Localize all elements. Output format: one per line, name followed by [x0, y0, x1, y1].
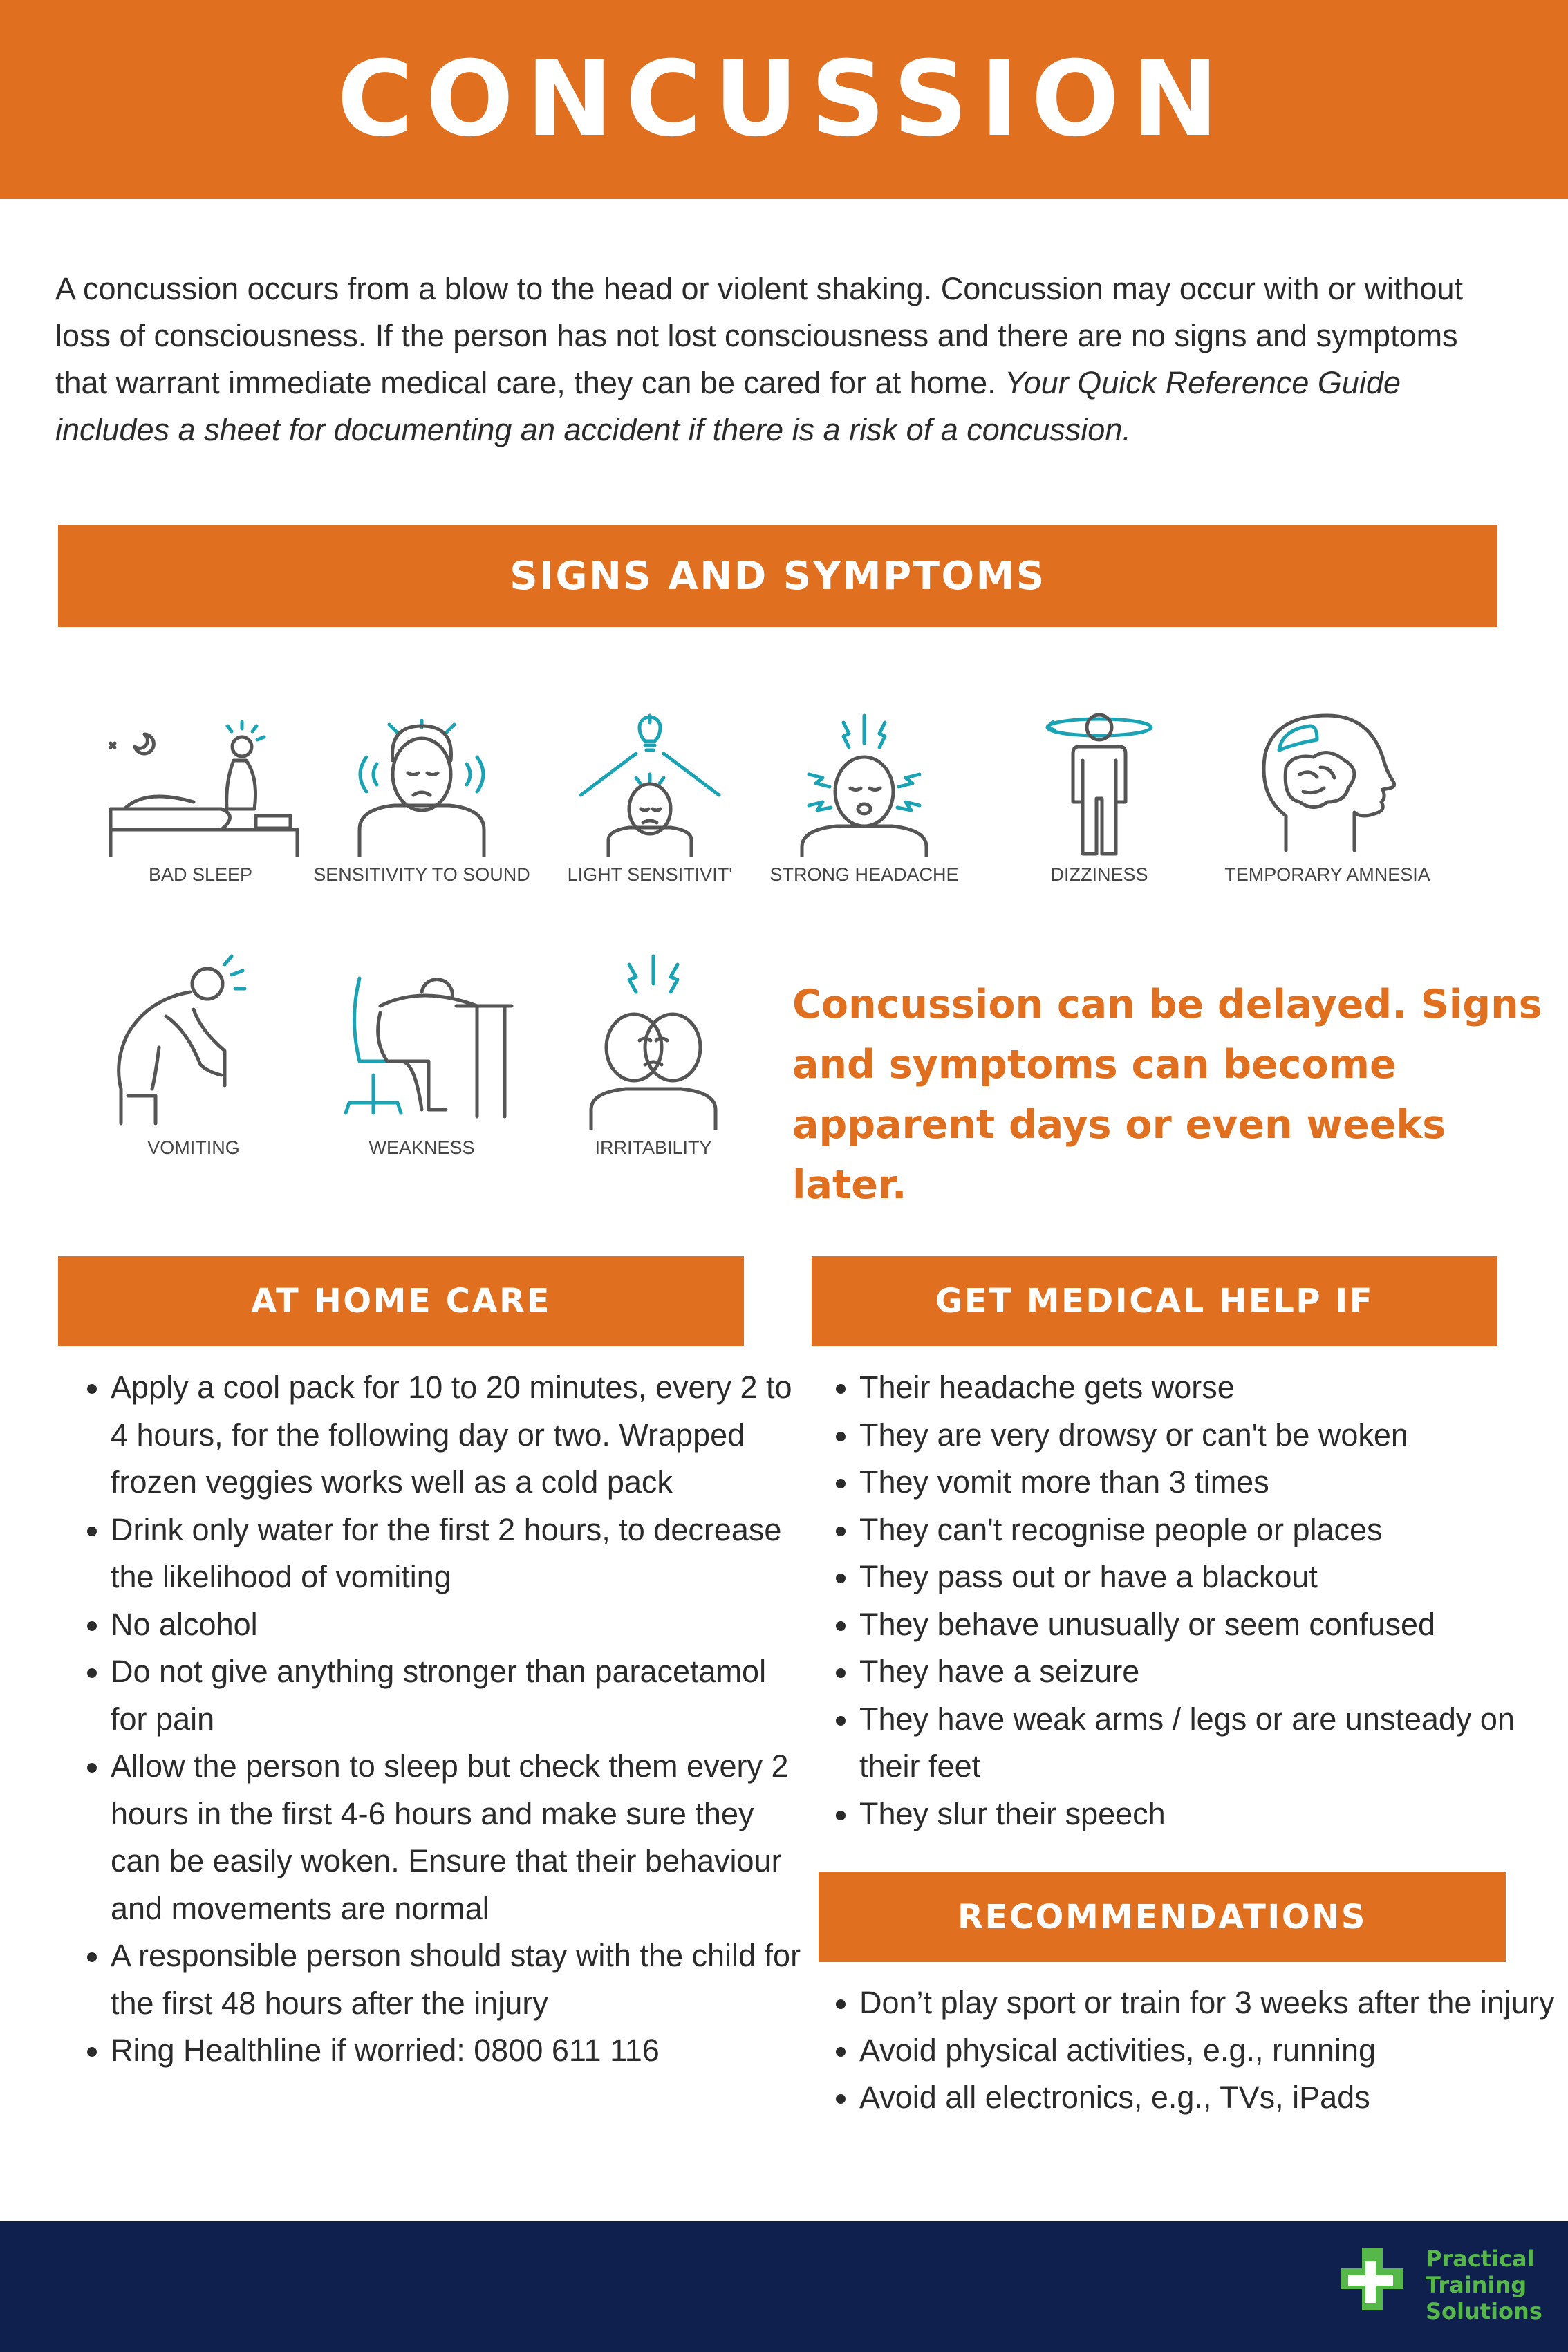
- symptom-label: STRONG HEADACHE: [769, 864, 959, 885]
- list-item: • Drink only water for the first 2 hours, to decrease the likelihood of vomiting: [111, 1506, 802, 1601]
- amnesia-icon: [1224, 712, 1431, 857]
- title-banner: [0, 0, 1568, 199]
- page-title: CONCUSSION: [337, 39, 1231, 160]
- practical-training-logo: [1334, 2240, 1556, 2337]
- symptom-strong-headache: [747, 712, 982, 886]
- medical-help-banner: [812, 1256, 1497, 1346]
- symptom-bad-sleep: [83, 719, 318, 886]
- medical-cross-icon: [1334, 2244, 1417, 2327]
- list-item: • They vomit more than 3 times: [859, 1459, 1568, 1506]
- symptom-label: WEAKNESS: [368, 1137, 475, 1158]
- symptom-label: SENSITIVITY TO SOUND: [313, 864, 530, 885]
- list-item: • They can't recognise people or places: [859, 1506, 1568, 1554]
- symptom-label: VOMITING: [147, 1137, 240, 1158]
- list-item: • They pass out or have a blackout: [859, 1553, 1568, 1601]
- intro-text: A concussion occurs from a blow to the head or violent shaking. Concussion may occur with or without loss of consciousness. If the person has not lost consciousness and there are no signs and symptoms that warrant immediate medical care, they can be cared for at home.: [55, 271, 1464, 400]
- symptom-temporary-amnesia: [1210, 712, 1445, 886]
- bad-sleep-icon: [97, 719, 304, 857]
- symptom-vomiting: [76, 951, 311, 1159]
- dizziness-icon: [985, 712, 1213, 857]
- list-item: • They slur their speech: [859, 1791, 1568, 1838]
- recommendations-heading: RECOMMENDATIONS: [957, 1898, 1368, 1936]
- list-item: • They have weak arms / legs or are unsteady on their feet: [859, 1696, 1568, 1791]
- home-care-heading: AT HOME CARE: [251, 1282, 551, 1320]
- symptom-label: TEMPORARY AMNESIA: [1224, 864, 1430, 885]
- symptom-label: DIZZINESS: [1050, 864, 1148, 885]
- list-item: • Avoid physical activities, e.g., running: [859, 2027, 1568, 2075]
- home-care-list: [55, 1364, 802, 2075]
- sound-sensitivity-icon: [318, 719, 525, 857]
- symptom-weakness: [304, 964, 539, 1159]
- home-care-banner: [58, 1256, 744, 1346]
- logo-line: Practical: [1426, 2246, 1535, 2272]
- signs-heading: SIGNS AND SYMPTOMS: [510, 553, 1046, 599]
- logo-line: Solutions: [1426, 2298, 1542, 2324]
- list-item: • Avoid all electronics, e.g., TVs, iPads: [859, 2074, 1568, 2122]
- list-item: • Ring Healthline if worried: 0800 611 116: [111, 2027, 802, 2075]
- recommendations-list: [804, 1979, 1568, 2122]
- recommendations-banner: [819, 1872, 1506, 1962]
- list-item: • Do not give anything stronger than paracetamol for pain: [111, 1648, 802, 1743]
- medical-help-heading: GET MEDICAL HELP IF: [935, 1282, 1374, 1320]
- medical-help-list: [804, 1364, 1568, 1838]
- list-item: • They have a seizure: [859, 1648, 1568, 1696]
- symptom-label: IRRITABILITY: [595, 1137, 712, 1158]
- list-item: • Allow the person to sleep but check them every 2 hours in the first 4-6 hours and make sure they can be easily woken. Ensure that their behaviour and movements are normal: [111, 1743, 802, 1932]
- list-item: • Their headache gets worse: [859, 1364, 1568, 1412]
- list-item: • No alcohol: [111, 1601, 802, 1649]
- list-item: • They are very drowsy or can't be woken: [859, 1412, 1568, 1459]
- headache-icon: [760, 712, 968, 857]
- list-item: • Apply a cool pack for 10 to 20 minutes, every 2 to 4 hours, for the following day or two. Wrapped frozen veggies works well as a cold pack: [111, 1364, 802, 1506]
- list-item: • A responsible person should stay with the child for the first 48 hours after the injury: [111, 1932, 802, 2027]
- delayed-warning: Concussion can be delayed. Signs and symptoms can become apparent days or even weeks later.: [792, 982, 1542, 1208]
- irritability-icon: [550, 951, 757, 1130]
- logo-line: Training: [1426, 2272, 1527, 2298]
- list-item: • Don’t play sport or train for 3 weeks after the injury: [859, 1979, 1568, 2027]
- footer: [0, 2221, 1568, 2352]
- symptom-sound-sensitivity: [304, 719, 539, 886]
- symptom-label: BAD SLEEP: [148, 864, 253, 885]
- signs-banner: [58, 525, 1497, 627]
- symptom-irritability: [536, 951, 771, 1159]
- symptom-light-sensitivity: [532, 712, 767, 886]
- list-item: • They behave unusually or seem confused: [859, 1601, 1568, 1649]
- weakness-icon: [318, 964, 525, 1130]
- intro-italic-note: Your Quick Reference Guide includes a sheet for documenting an accident if there is a risk of a concussion.: [55, 365, 1401, 447]
- light-sensitivity-icon: [546, 712, 754, 857]
- symptom-label: LIGHT SENSITIVIT': [567, 864, 733, 885]
- intro-paragraph: [55, 265, 1514, 454]
- symptom-dizziness: [982, 712, 1217, 886]
- vomiting-icon: [90, 951, 297, 1130]
